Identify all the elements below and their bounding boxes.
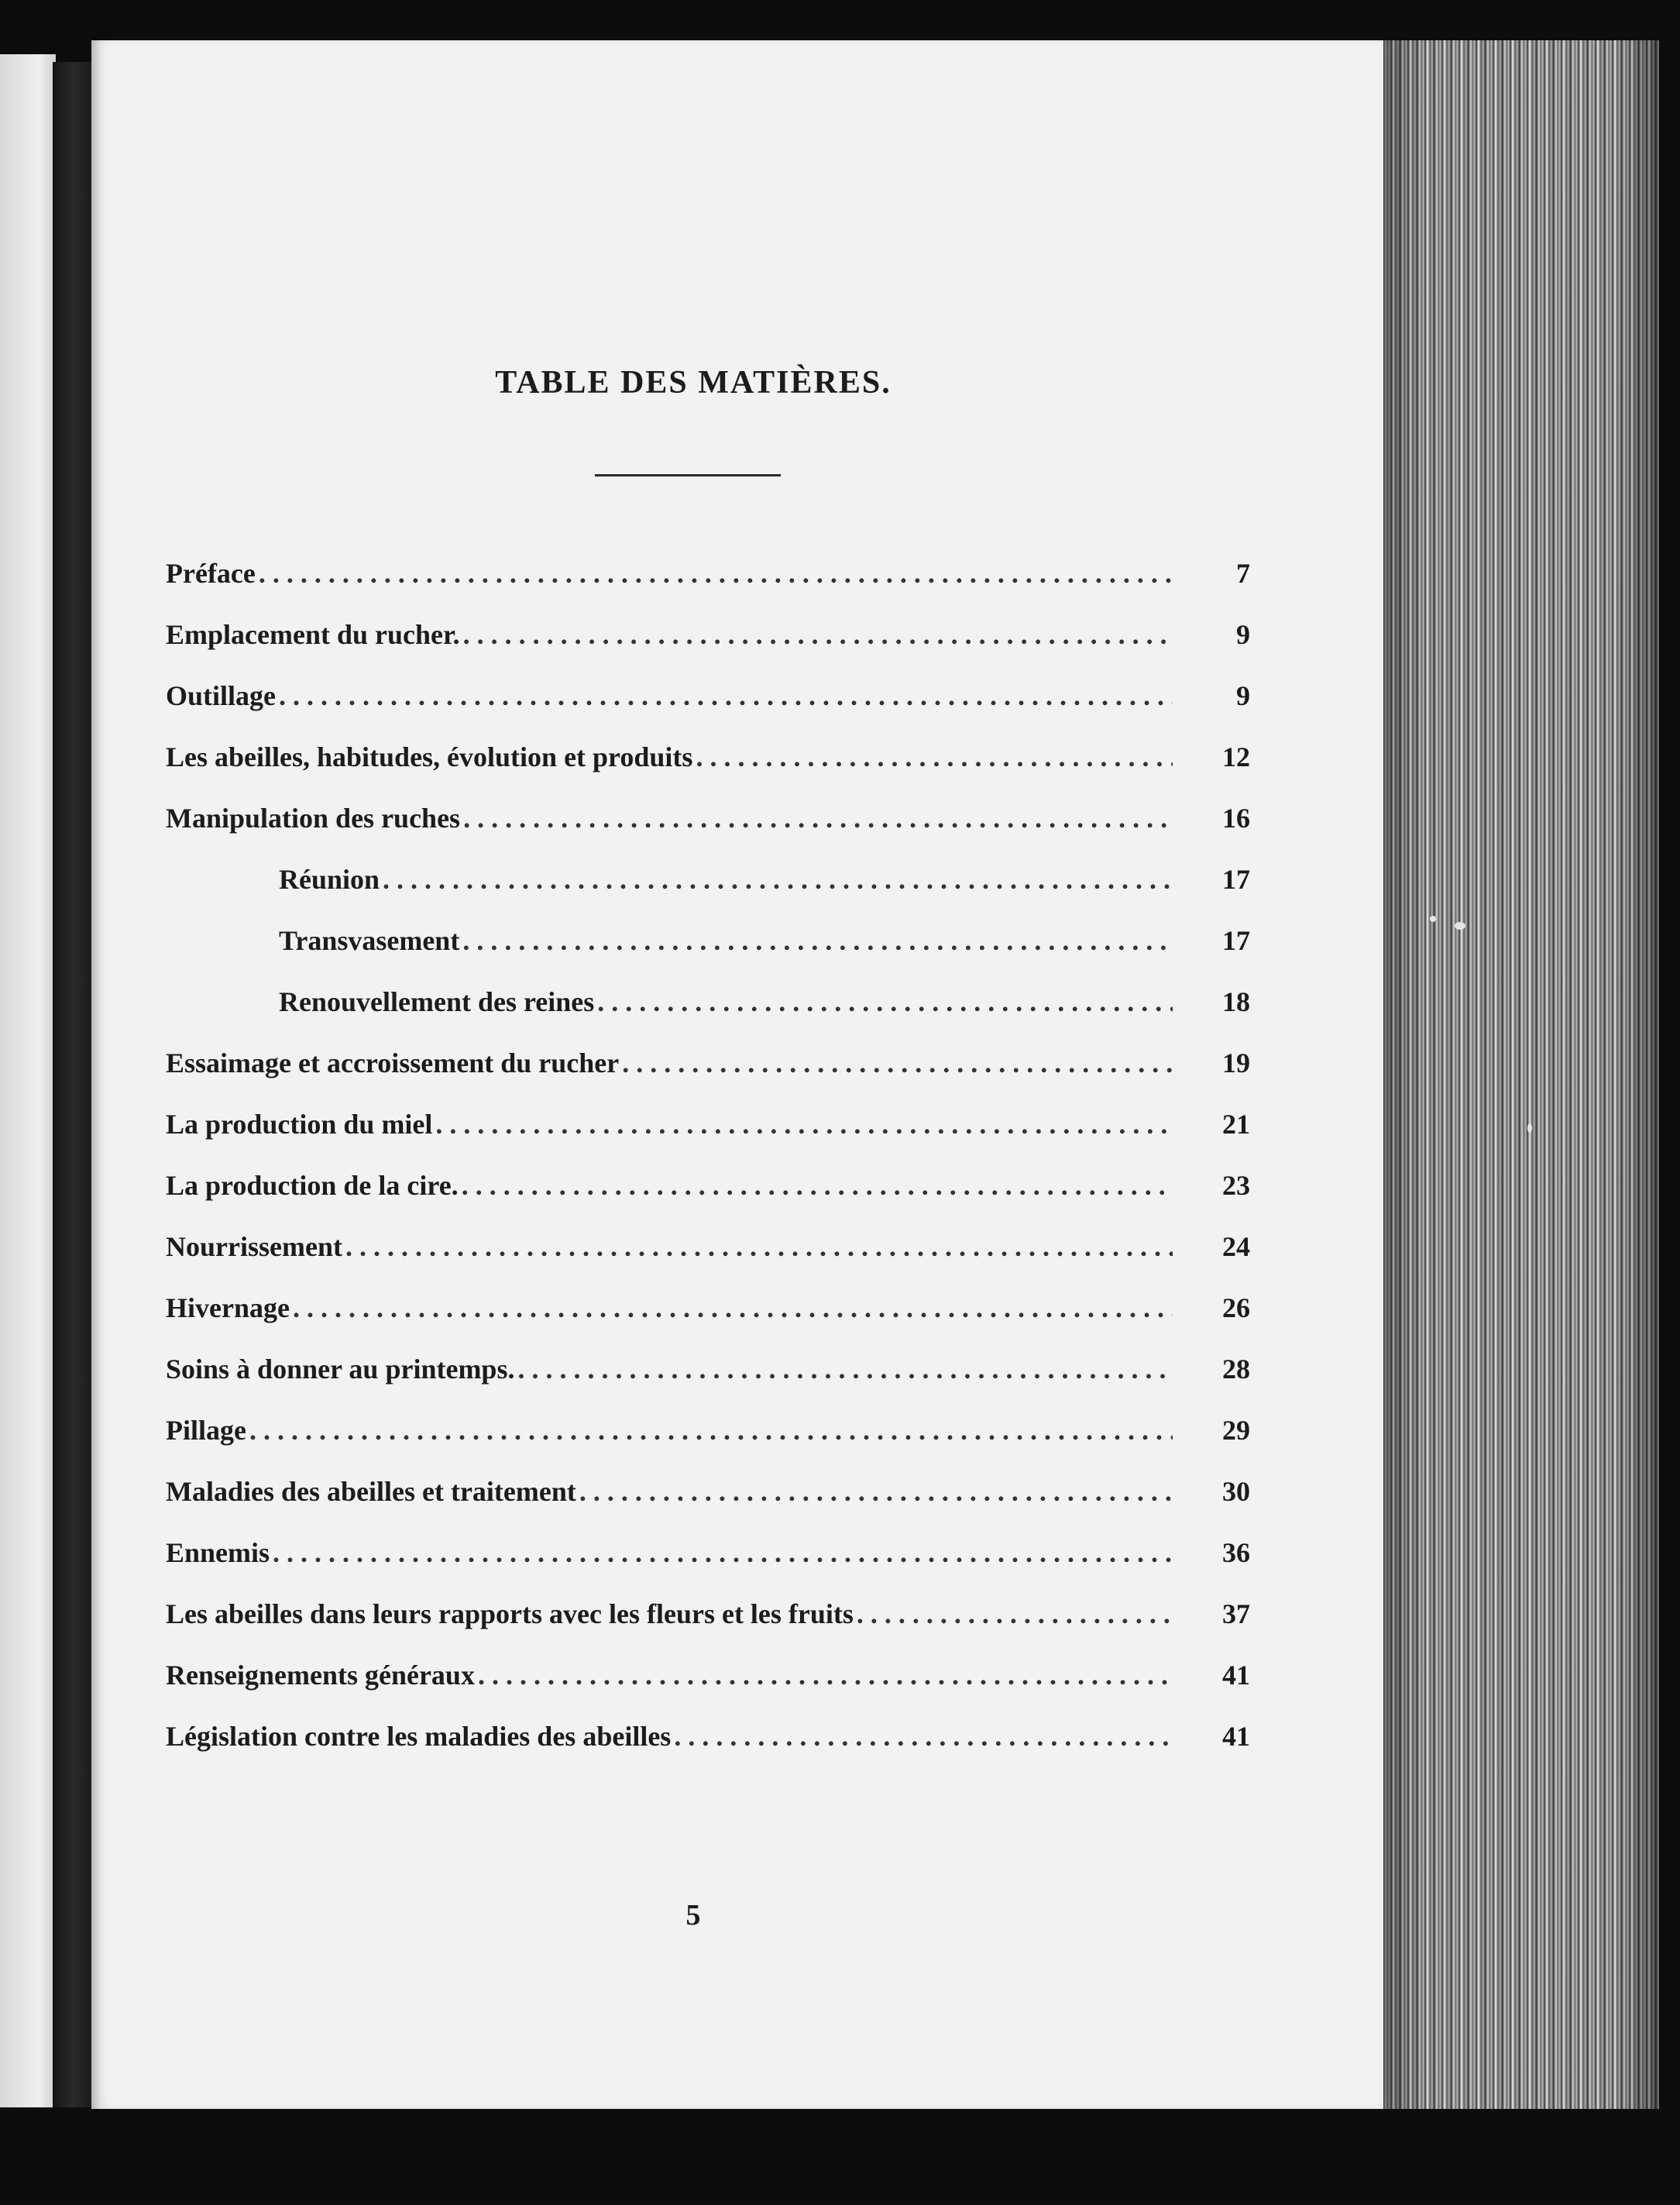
table-of-contents (166, 542, 1250, 1766)
page-title: TABLE DES MATIÈRES. (495, 365, 892, 401)
toc-subentry (166, 848, 1250, 910)
page-stack-shade (1383, 40, 1659, 2109)
toc-subentry (166, 971, 1250, 1032)
toc-leader-dots (478, 1659, 1173, 1691)
toc-leader-dots (435, 1108, 1173, 1140)
toc-entry-title: Soins à donner au printemps. (166, 1353, 515, 1385)
toc-leader-dots (273, 1536, 1173, 1569)
toc-entry (166, 604, 1250, 665)
toc-entry-title: Essaimage et accroissement du rucher (166, 1047, 620, 1078)
toc-entry-page: 19 (1222, 1047, 1250, 1078)
toc-leader-dots (462, 924, 1173, 957)
toc-entry-page: 24 (1222, 1230, 1250, 1262)
toc-entry (166, 1032, 1250, 1093)
toc-entry (166, 1154, 1250, 1216)
toc-entry-page: 17 (1222, 924, 1250, 956)
toc-entry-title: Législation contre les maladies des abeilles (166, 1720, 672, 1752)
toc-entry-title: Transvasement (279, 924, 460, 956)
title-divider (595, 474, 781, 476)
toc-entry-title: Emplacement du rucher. (166, 618, 460, 650)
toc-leader-dots (463, 802, 1173, 834)
toc-entry-title: La production du miel (166, 1108, 433, 1140)
toc-entry-title: Maladies des abeilles et traitement (166, 1475, 576, 1507)
toc-entry (166, 1216, 1250, 1277)
toc-entry (166, 665, 1250, 726)
toc-entry-title: Nourrissement (166, 1230, 342, 1262)
toc-entry (166, 1460, 1250, 1522)
toc-leader-dots (696, 741, 1173, 773)
toc-leader-dots (463, 618, 1173, 651)
toc-entry-title: La production de la cire. (166, 1169, 459, 1201)
toc-entry-title: Pillage (166, 1414, 246, 1446)
toc-entry-page: 9 (1236, 679, 1250, 711)
toc-entry (166, 1705, 1250, 1766)
toc-entry (166, 1399, 1250, 1460)
toc-entry (166, 787, 1250, 848)
toc-leader-dots (579, 1475, 1173, 1508)
toc-entry-page: 12 (1222, 741, 1250, 772)
toc-leader-dots (462, 1169, 1173, 1202)
toc-leader-dots (674, 1720, 1173, 1753)
toc-entry-page: 9 (1236, 618, 1250, 650)
toc-entry-title: Réunion (279, 863, 380, 895)
toc-entry-page: 18 (1222, 986, 1250, 1017)
toc-entry-title: Les abeilles, habitudes, évolution et produits (166, 741, 693, 772)
toc-entry-page: 28 (1222, 1353, 1250, 1385)
toc-entry (166, 1093, 1250, 1154)
toc-entry-title: Ennemis (166, 1536, 270, 1568)
page-number: 5 (685, 1899, 701, 1932)
toc-entry (166, 1583, 1250, 1644)
toc-entry (166, 542, 1250, 604)
toc-entry-page: 30 (1222, 1475, 1250, 1507)
dust-speck (1455, 922, 1465, 930)
previous-page-edge (0, 54, 56, 2107)
toc-entry-page: 41 (1222, 1720, 1250, 1752)
toc-subentry (166, 910, 1250, 971)
toc-entry-title: Les abeilles dans leurs rapports avec les fleurs et les fruits (166, 1598, 854, 1629)
toc-entry-title: Outillage (166, 679, 276, 711)
dust-speck (1430, 916, 1436, 922)
dust-speck (1527, 1123, 1532, 1133)
toc-entry-page: 26 (1222, 1292, 1250, 1323)
toc-leader-dots (293, 1292, 1173, 1324)
toc-entry (166, 1338, 1250, 1399)
toc-entry-page: 7 (1236, 557, 1250, 589)
toc-entry-page: 41 (1222, 1659, 1250, 1691)
toc-entry (166, 1522, 1250, 1583)
toc-entry-title: Manipulation des ruches (166, 802, 461, 834)
toc-entry-page: 21 (1222, 1108, 1250, 1140)
toc-entry-title: Hivernage (166, 1292, 290, 1323)
toc-entry (166, 726, 1250, 787)
toc-entry-title: Renseignements généraux (166, 1659, 475, 1691)
toc-leader-dots (249, 1414, 1173, 1446)
toc-entry (166, 1644, 1250, 1705)
toc-leader-dots (622, 1047, 1173, 1079)
toc-leader-dots (345, 1230, 1173, 1263)
toc-entry-page: 16 (1222, 802, 1250, 834)
toc-entry-page: 37 (1222, 1598, 1250, 1629)
toc-entry-page: 23 (1222, 1169, 1250, 1201)
toc-entry-page: 17 (1222, 863, 1250, 895)
toc-leader-dots (279, 679, 1173, 712)
toc-leader-dots (383, 863, 1173, 896)
toc-leader-dots (517, 1353, 1173, 1385)
toc-entry-page: 29 (1222, 1414, 1250, 1446)
toc-entry-title: Renouvellement des reines (279, 986, 595, 1017)
toc-entry (166, 1277, 1250, 1338)
toc-leader-dots (597, 986, 1173, 1018)
toc-entry-page: 36 (1222, 1536, 1250, 1568)
toc-leader-dots (857, 1598, 1173, 1630)
toc-entry-title: Préface (166, 557, 256, 589)
toc-leader-dots (259, 557, 1173, 590)
